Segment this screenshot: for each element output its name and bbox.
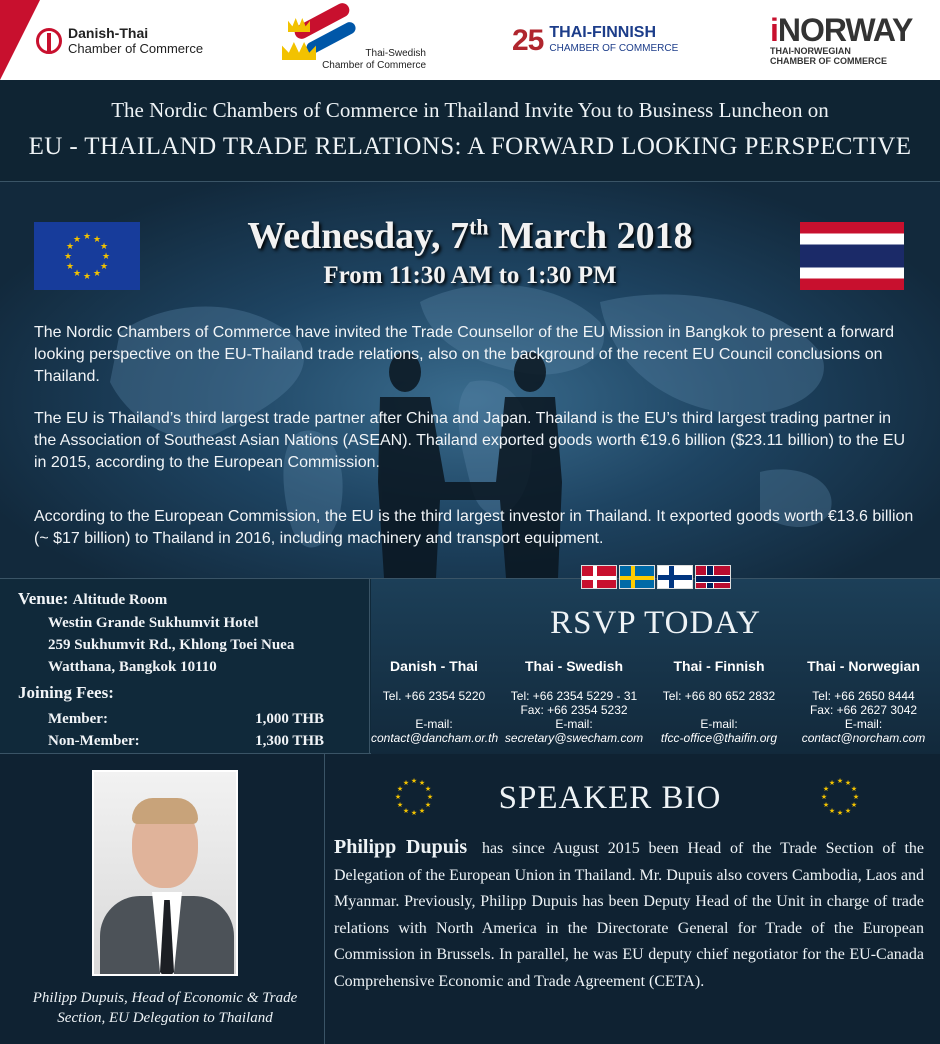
title-band: [0, 80, 940, 182]
nonmember-fee-value: 1,300 THB: [255, 733, 324, 749]
svg-text:★: ★: [828, 807, 836, 815]
investment-paragraph: According to the European Commission, the EU is the third largest investor in Thailand. It exported goods worth €13.6 billion (~ $17 billion) to Thailand in 2016, including machinery and transport equipment.: [34, 508, 914, 547]
thai-swedish-logo-name: Thai-Swedish: [365, 48, 426, 59]
svg-text:★: ★: [99, 262, 109, 272]
svg-text:★: ★: [850, 785, 858, 793]
svg-text:★: ★: [828, 779, 836, 787]
svg-text:★: ★: [844, 779, 852, 787]
chamber-email-link[interactable]: tfcc-office@thaifin.org: [660, 731, 778, 745]
chamber-phone: Tel: +66 80 652 2832: [662, 689, 776, 703]
nonmember-fee-label: Non-Member:: [48, 733, 140, 749]
thai-finnish-logo-name: THAI-FINNISH: [549, 24, 657, 41]
bio-divider: [324, 754, 325, 1044]
svg-text:★: ★: [822, 785, 830, 793]
norway-logo-mark: i: [770, 12, 778, 48]
venue-label: Venue:: [18, 589, 69, 608]
svg-text:★: ★: [82, 272, 92, 282]
chamber-contact-danish: [371, 659, 497, 745]
nordic-flags: [581, 565, 731, 589]
svg-text:★: ★: [99, 242, 109, 252]
norway-flag-icon: [695, 565, 731, 589]
svg-text:★: ★: [418, 779, 426, 787]
intro-paragraph: The Nordic Chambers of Commerce have invited the Trade Counsellor of the EU Mission in Bangkok to present a forward looking perspective on the EU-Thailand trade relations, also on the background of the recent EU Council conclusions on Thailand.: [34, 324, 894, 385]
svg-text:★: ★: [410, 809, 418, 817]
svg-text:★: ★: [65, 262, 75, 272]
invitation-line: The Nordic Chambers of Commerce in Thailand Invite You to Business Luncheon on: [111, 98, 829, 122]
chamber-email-label: E-mail:: [415, 717, 453, 731]
chamber-name: Thai - Norwegian: [807, 658, 920, 674]
danish-thai-chamber-logo: [36, 26, 203, 56]
member-fee-row: [48, 711, 324, 728]
svg-text:★: ★: [820, 793, 828, 801]
svg-text:★: ★: [101, 252, 111, 262]
svg-text:★: ★: [424, 785, 432, 793]
svg-text:★: ★: [72, 235, 82, 245]
chamber-email-link[interactable]: contact@norcham.com: [801, 731, 926, 745]
eu-stars-icon: [818, 776, 862, 820]
venue-heading: [18, 589, 167, 609]
chamber-phone: Tel: +66 2650 8444: [812, 689, 915, 703]
anniversary-number: 25: [512, 24, 544, 57]
svg-text:★: ★: [410, 777, 418, 785]
finland-flag-icon: [657, 565, 693, 589]
svg-text:★: ★: [844, 807, 852, 815]
chamber-contact-finnish: [651, 659, 787, 745]
thai-finnish-chamber-logo: [512, 24, 678, 58]
event-title: EU - THAILAND TRADE RELATIONS: A FORWARD LOOKING PERSPECTIVE: [28, 133, 912, 160]
chamber-contacts: [371, 659, 940, 745]
chamber-contact-norwegian: [787, 659, 940, 745]
svg-text:★: ★: [92, 235, 102, 245]
chamber-contact-swedish: [497, 659, 651, 745]
chamber-email-label: E-mail:: [555, 717, 593, 731]
speaker-bio-body: has since August 2015 been Head of the Trade Section of the Delegation of the European Union in Thailand. Mr. Dupuis also covers Cambodia, Laos and Myanmar. Previously, Philipp Dupuis has been Deputy Head of the Unit in charge of trade relations with North America in the Directorate General for Trade of the European Commission in Brussels. In parallel, he was EU deputy chief negotiator for the EU-Canada Comprehensive Economic and Trade Agreement (CETA).: [334, 840, 924, 990]
speaker-bio-text: [334, 834, 924, 995]
chamber-name: Danish - Thai: [390, 658, 478, 674]
event-date-month-year: March 2018: [488, 215, 693, 257]
event-time: From 11:30 AM to 1:30 PM: [323, 262, 617, 289]
svg-text:★: ★: [402, 807, 410, 815]
norway-logo-line1: THAI-NORWEGIAN: [770, 46, 851, 56]
speaker-bio-section: [0, 754, 940, 1044]
event-hero: [0, 182, 940, 578]
svg-text:★: ★: [396, 785, 404, 793]
event-date: [0, 214, 940, 258]
svg-text:★: ★: [836, 809, 844, 817]
info-row: [0, 578, 940, 754]
caption-line: Section, EU Delegation to Thailand: [57, 1010, 273, 1026]
speaker-photo-caption: [8, 988, 322, 1028]
speaker-name: Philipp Dupuis: [334, 836, 468, 858]
svg-text:★: ★: [418, 807, 426, 815]
venue-panel: [0, 579, 370, 755]
rsvp-title: RSVP TODAY: [550, 605, 761, 641]
svg-text:★: ★: [63, 252, 73, 262]
chamber-fax: Fax: +66 2354 5232: [520, 703, 628, 717]
thai-swedish-logo-subtitle: Chamber of Commerce: [322, 60, 426, 71]
member-fee-value: 1,000 THB: [255, 711, 324, 727]
chamber-email-label: E-mail:: [844, 717, 883, 731]
event-date-day: Wednesday, 7: [247, 215, 470, 257]
svg-text:★: ★: [82, 232, 92, 242]
svg-text:★: ★: [396, 801, 404, 809]
thai-norwegian-chamber-logo: [770, 14, 912, 66]
svg-text:★: ★: [822, 801, 830, 809]
danish-thai-logo-name: Danish-Thai: [68, 25, 149, 41]
sweden-flag-icon: [619, 565, 655, 589]
svg-text:★: ★: [424, 801, 432, 809]
speaker-photo: [92, 770, 238, 976]
chamber-email-label: E-mail:: [700, 717, 738, 731]
venue-hotel: Westin Grande Sukhumvit Hotel: [48, 615, 259, 631]
caption-line: Philipp Dupuis, Head of Economic & Trade: [32, 990, 298, 1006]
venue-address-street: 259 Sukhumvit Rd., Khlong Toei Nuea: [48, 637, 295, 653]
svg-text:★: ★: [852, 793, 860, 801]
svg-text:★: ★: [402, 779, 410, 787]
chamber-name: Thai - Finnish: [673, 658, 765, 674]
norway-logo-line2: CHAMBER OF COMMERCE: [770, 56, 887, 66]
danish-thai-logo-icon: [36, 28, 62, 54]
svg-text:★: ★: [72, 269, 82, 279]
event-date-suffix: th: [469, 214, 489, 240]
logo-header: [0, 0, 940, 80]
svg-text:★: ★: [92, 269, 102, 279]
norway-logo-name: NORWAY: [777, 12, 913, 48]
fees-heading: Joining Fees:: [18, 683, 114, 702]
red-corner-decoration: [0, 0, 40, 80]
svg-text:★: ★: [65, 242, 75, 252]
chamber-fax: Fax: +66 2627 3042: [809, 703, 918, 717]
nonmember-fee-row: [48, 733, 324, 750]
trade-paragraph: The EU is Thailand’s third largest trade partner after China and Japan. Thailand is the EU’s third largest trading partner in the Association of Southeast Asian Nations (ASEAN). Thailand exported goods worth €19.6 billion ($23.11 billion) to the EU in 2015, according to the European Commission.: [34, 410, 906, 471]
chamber-email-link[interactable]: secretary@swecham.com: [504, 731, 644, 745]
thai-finnish-logo-subtitle: CHAMBER OF COMMERCE: [549, 43, 679, 54]
chamber-email-link[interactable]: contact@dancham.or.th: [371, 731, 499, 745]
chamber-phone: Tel. +66 2354 5220: [382, 689, 486, 703]
svg-text:★: ★: [836, 777, 844, 785]
eu-stars-icon: [392, 776, 436, 820]
denmark-flag-icon: [581, 565, 617, 589]
svg-text:★: ★: [426, 793, 434, 801]
chamber-phone: Tel: +66 2354 5229 - 31: [510, 689, 638, 703]
svg-text:★: ★: [850, 801, 858, 809]
venue-room: Altitude Room: [72, 592, 168, 608]
member-fee-label: Member:: [48, 711, 108, 727]
speaker-bio-title: SPEAKER BIO: [498, 780, 722, 816]
rsvp-panel: [371, 579, 940, 755]
chamber-name: Thai - Swedish: [524, 658, 623, 674]
venue-address-city: Watthana, Bangkok 10110: [48, 659, 217, 675]
svg-text:★: ★: [394, 793, 402, 801]
danish-thai-logo-subtitle: Chamber of Commerce: [68, 41, 204, 56]
thai-swedish-chamber-logo: [282, 8, 432, 74]
